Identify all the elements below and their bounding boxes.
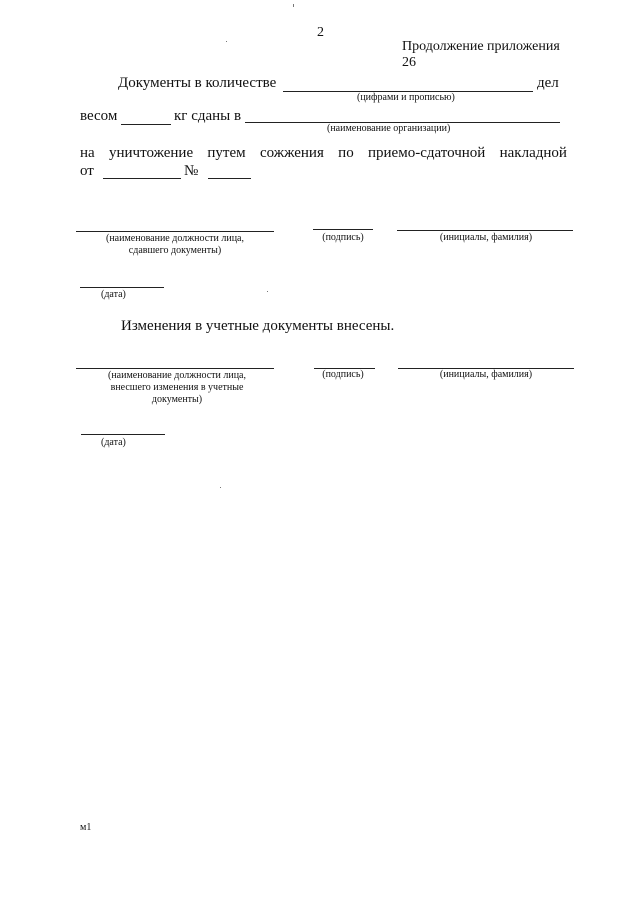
word: уничтожение — [108, 145, 194, 161]
word: накладной — [499, 145, 567, 161]
weight-label: весом — [80, 108, 118, 124]
quantity-hint: (цифрами и прописью) — [357, 92, 455, 103]
position-hint-1: (наименование должности лица, сдавшего документы) — [105, 233, 244, 256]
signature-field-line-1[interactable] — [313, 229, 373, 230]
unit-label: дел — [537, 75, 559, 91]
word: сожжения — [259, 145, 324, 161]
position-field-line-2[interactable] — [76, 368, 274, 369]
name-field-line-1[interactable] — [397, 230, 573, 231]
handed-to-label: кг сданы в — [174, 108, 242, 124]
appendix-header: Продолжение приложения 26 — [402, 39, 560, 70]
date-hint-2: (дата) — [101, 437, 126, 448]
scan-speck — [220, 487, 221, 488]
destruction-sentence — [80, 145, 567, 162]
page-number: 2 — [317, 25, 324, 40]
signature-hint-2: (подпись) — [322, 369, 364, 380]
signature-hint-1: (подпись) — [322, 232, 364, 243]
word: по — [338, 145, 354, 161]
scan-speck — [226, 41, 227, 42]
from-label: от — [80, 163, 94, 179]
word: на — [80, 145, 95, 161]
date-field-line-1[interactable] — [80, 287, 164, 288]
organization-hint: (наименование организации) — [327, 123, 451, 134]
position-hint-2: (наименование должности лица, внесшего изменения в учетные документы) — [107, 370, 246, 405]
name-hint-2: (инициалы, фамилия) — [439, 369, 533, 380]
footer-mark: м1 — [80, 822, 92, 833]
invoice-number-field-line[interactable] — [208, 178, 251, 179]
word: приемо-сдаточной — [368, 145, 486, 161]
scan-speck — [267, 291, 268, 292]
date-hint-1: (дата) — [101, 289, 126, 300]
invoice-date-field-line[interactable] — [103, 178, 181, 179]
scan-speck — [293, 4, 294, 7]
number-sign: № — [184, 163, 199, 179]
quantity-label: Документы в количестве — [118, 75, 277, 91]
word: путем — [207, 145, 246, 161]
changes-statement: Изменения в учетные документы внесены. — [121, 318, 395, 334]
name-hint-1: (инициалы, фамилия) — [439, 232, 533, 243]
weight-field-line[interactable] — [121, 124, 171, 125]
position-field-line-1[interactable] — [76, 231, 274, 232]
date-field-line-2[interactable] — [81, 434, 165, 435]
